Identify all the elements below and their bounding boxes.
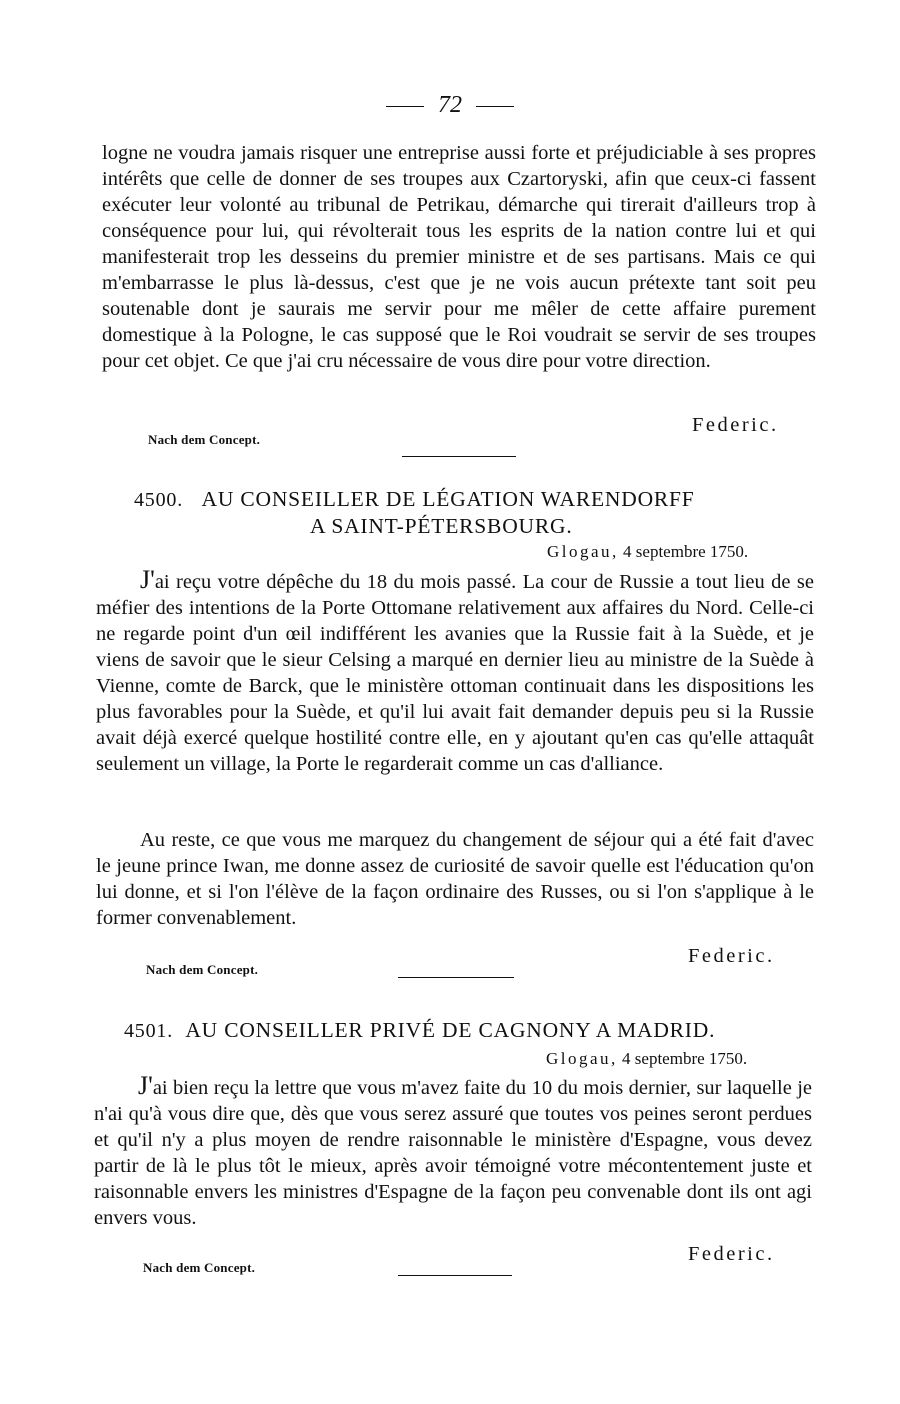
letter-place: Glogau, xyxy=(546,1049,618,1068)
section-divider xyxy=(398,1275,512,1276)
letter-date: 4 septembre 1750. xyxy=(622,1049,748,1068)
page-number-value: 72 xyxy=(438,92,462,118)
section-divider xyxy=(402,456,516,457)
letter-4500-signature: Federic. xyxy=(688,945,775,967)
letter-recipient-line1: AU CONSEILLER DE LÉGATION WARENDORFF xyxy=(201,487,695,511)
letter-4501-source-note: Nach dem Concept. xyxy=(143,1260,256,1275)
letter-heading-4500 xyxy=(100,486,820,539)
page-number-dash-right xyxy=(476,106,514,107)
letter-4501-signature: Federic. xyxy=(688,1243,775,1265)
page-number-dash-left xyxy=(386,106,424,107)
letter-recipient-line2: A SAINT-PÉTERSBOURG. xyxy=(310,514,573,538)
letter-dateline xyxy=(547,542,748,562)
letter-4500-paragraph-1: J'ai reçu votre dépêche du 18 du mois passé. La cour de Russie a tout lieu de se méfier des intentions de la Porte Ottomane relativement aux affaires du Nord. Celle-ci ne regarde point d'un œil indifférent les avanies que la Russie fait à la Suède, et je viens de savoir que le sieur Celsing a marqué en dernier lieu au ministre de la Suède à Vienne, comte de Barck, que le ministère ottoman continuait dans les dispositions les plus favorables pour la Suède, et qu'il lui avait fait demander depuis peu si la Russie avait déjà exercé quelque hostilité contre elle, en y ajoutant qu'en cas qu'elle attaquât seulement un village, la Porte le regarderait comme un cas d'alliance. xyxy=(96,565,814,775)
letter-recipient-line1: AU CONSEILLER PRIVÉ DE CAGNONY A MADRID. xyxy=(185,1018,716,1042)
letter-number: 4500. xyxy=(134,489,183,511)
continuation-signature: Federic. xyxy=(692,414,779,436)
continuation-source-note: Nach dem Concept. xyxy=(148,432,261,447)
letter-dateline xyxy=(546,1049,747,1069)
letter-4500-paragraph-2: Au reste, ce que vous me marquez du changement de séjour qui a été fait d'avec le jeune prince Iwan, me donne assez de curiosité de savoir quelle est l'éducation qu'on lui donne, et si l'on l'élève de la façon ordinaire des Russes, ou si l'on s'applique à le former convenablement. xyxy=(96,829,814,929)
letter-date: 4 septembre 1750. xyxy=(623,542,749,561)
letter-heading-4501 xyxy=(124,1017,844,1044)
page-number xyxy=(0,92,900,119)
section-divider xyxy=(398,977,514,978)
continuation-paragraph: logne ne voudra jamais risquer une entreprise aussi forte et préjudiciable à ses propres intérêts que celle de donner de ses troupes aux Czartoryski, afin que ceux-ci fassent exécuter leur volonté au tribunal de Petrikau, démarche qui tirerait d'ailleurs trop à conséquence pour lui, qui révolterait tous les esprits de la nation contre lui et qui manifesterait trop les desseins du premier ministre et de ses partisans. Mais ce qui m'embarrasse le plus là-dessus, c'est que je ne vois aucun prétexte tant soit peu soutenable dont je saurais me servir pour me mêler de cette affaire purement domestique à la Pologne, le cas supposé que le Roi voudrait se servir de ses troupes pour cet objet. Ce que j'ai cru nécessaire de vous dire pour votre direction. xyxy=(102,142,816,372)
letter-number: 4501. xyxy=(124,1020,173,1042)
letter-4501-paragraph-1: J'ai bien reçu la lettre que vous m'avez faite du 10 du mois dernier, sur laquelle je n'ai qu'à vous dire que, dès que vous serez assuré que toutes vos peines seront perdues et qu'il n'y a plus moyen de rendre raisonnable le ministère d'Espagne, vous devez partir de là le plus tôt le mieux, après avoir témoigné votre mécontentement juste et raisonnable envers les ministres d'Espagne de la façon peu convenable dont ils ont agi envers vous. xyxy=(94,1071,812,1229)
letter-4500-source-note: Nach dem Concept. xyxy=(146,962,259,977)
letter-place: Glogau, xyxy=(547,542,619,561)
